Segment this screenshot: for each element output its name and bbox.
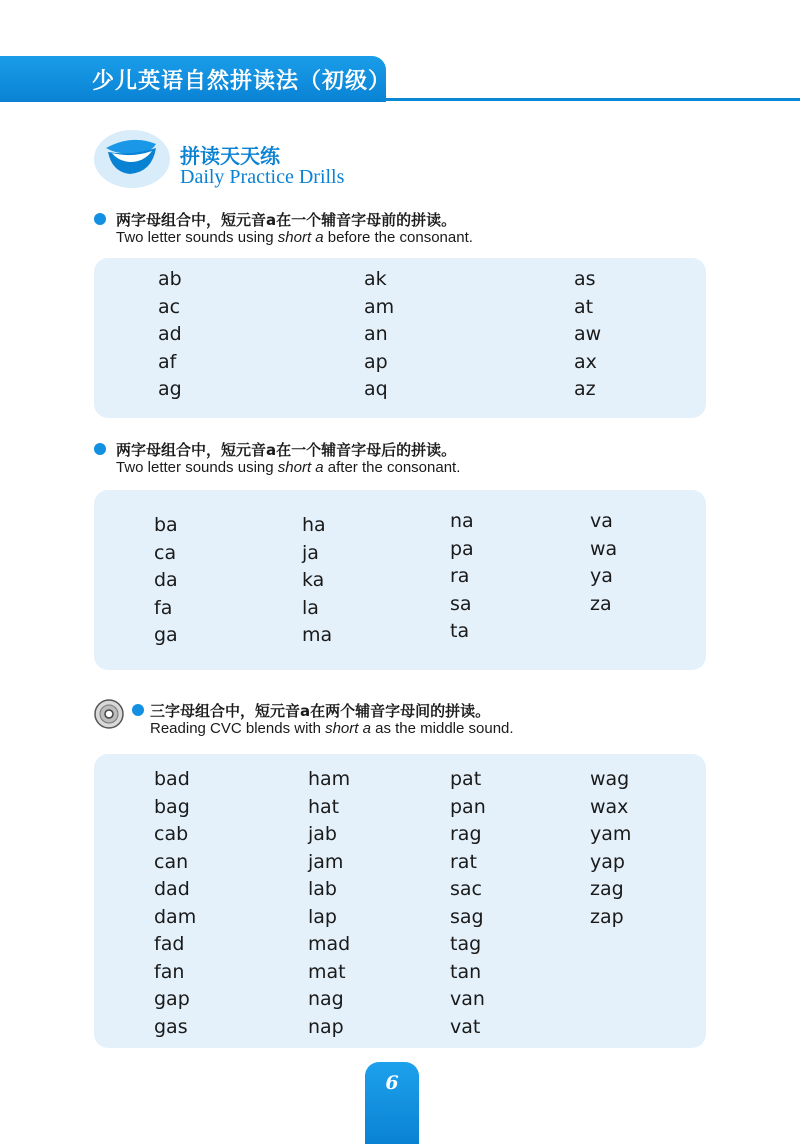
word-panel bbox=[94, 258, 706, 418]
word-item: wag bbox=[590, 768, 630, 790]
word-item: ap bbox=[364, 350, 388, 373]
instruction-cn: 两字母组合中，短元音a在一个辅音字母后的拼读。 bbox=[116, 441, 457, 459]
word-item: tag bbox=[450, 933, 482, 955]
word-item: an bbox=[364, 323, 388, 345]
section-title-en: Daily Practice Drills bbox=[180, 166, 345, 188]
word-item: fa bbox=[154, 596, 173, 619]
bullet-icon bbox=[132, 704, 144, 716]
word-panel bbox=[94, 490, 706, 670]
word-item: wax bbox=[590, 795, 629, 818]
word-item: as bbox=[574, 268, 596, 290]
word-item: aq bbox=[364, 378, 388, 400]
mouth-icon bbox=[92, 128, 172, 190]
word-item: ya bbox=[590, 565, 613, 587]
word-item: ba bbox=[154, 514, 178, 536]
word-item: ja bbox=[302, 541, 319, 564]
word-item: sac bbox=[450, 878, 482, 900]
word-item: gas bbox=[154, 1015, 188, 1038]
bullet-icon bbox=[94, 443, 106, 455]
word-item: lab bbox=[308, 878, 337, 900]
word-item: af bbox=[158, 350, 177, 373]
bullet-icon bbox=[94, 213, 106, 225]
word-item: ga bbox=[154, 624, 178, 646]
word-item: nap bbox=[308, 1015, 344, 1038]
word-item: dad bbox=[154, 878, 190, 900]
word-item: yam bbox=[590, 823, 632, 845]
word-item: ad bbox=[158, 323, 182, 345]
word-item: dam bbox=[154, 905, 197, 928]
instruction-cn: 两字母组合中，短元音a在一个辅音字母前的拼读。 bbox=[116, 211, 457, 229]
word-item: mat bbox=[308, 960, 346, 983]
word-item: jab bbox=[308, 823, 337, 845]
word-item: am bbox=[364, 295, 395, 318]
word-item: van bbox=[450, 988, 485, 1010]
word-item: cab bbox=[154, 823, 189, 845]
word-item: ham bbox=[308, 768, 351, 790]
word-item: zap bbox=[590, 905, 624, 928]
book-title: 少儿英语自然拼读法（初级） bbox=[92, 68, 392, 94]
word-item: can bbox=[154, 850, 189, 873]
word-item: sa bbox=[450, 592, 472, 615]
word-item: az bbox=[574, 378, 596, 400]
word-panel bbox=[94, 754, 706, 1048]
page-number: 6 bbox=[385, 1072, 399, 1094]
word-item: ak bbox=[364, 268, 387, 290]
instruction-en: Two letter sounds using short a before the consonant. bbox=[116, 229, 473, 246]
word-item: yap bbox=[590, 850, 625, 873]
word-item: ag bbox=[158, 378, 182, 400]
word-item: aw bbox=[574, 323, 602, 345]
word-item: bag bbox=[154, 795, 190, 818]
word-item: pat bbox=[450, 768, 482, 790]
word-item: tan bbox=[450, 960, 482, 983]
word-item: da bbox=[154, 569, 178, 591]
word-item: pa bbox=[450, 537, 474, 560]
word-item: sag bbox=[450, 905, 484, 928]
word-item: ab bbox=[158, 268, 182, 290]
word-item: at bbox=[574, 295, 594, 318]
word-item: na bbox=[450, 510, 474, 532]
word-item: nag bbox=[308, 988, 344, 1010]
word-item: ha bbox=[302, 514, 326, 536]
instruction-en: Reading CVC blends with short a as the middle sound. bbox=[150, 720, 514, 737]
word-item: ac bbox=[158, 295, 181, 318]
word-item: vat bbox=[450, 1015, 481, 1038]
header-rule bbox=[380, 98, 800, 101]
instruction-cn: 三字母组合中，短元音a在两个辅音字母间的拼读。 bbox=[150, 702, 491, 720]
word-item: ka bbox=[302, 569, 325, 591]
instruction-en: Two letter sounds using short a after the consonant. bbox=[116, 459, 461, 476]
word-item: ra bbox=[450, 565, 470, 587]
word-item: va bbox=[590, 510, 613, 532]
cd-icon[interactable] bbox=[94, 699, 124, 729]
word-item: rat bbox=[450, 850, 477, 873]
word-item: la bbox=[302, 596, 319, 619]
word-item: hat bbox=[308, 795, 340, 818]
word-item: ma bbox=[302, 624, 333, 646]
word-item: gap bbox=[154, 988, 190, 1010]
word-item: lap bbox=[308, 905, 337, 928]
word-item: za bbox=[590, 592, 612, 615]
word-item: bad bbox=[154, 768, 190, 790]
word-item: fad bbox=[154, 933, 185, 955]
word-item: pan bbox=[450, 795, 486, 818]
word-item: zag bbox=[590, 878, 624, 900]
word-item: ax bbox=[574, 350, 597, 373]
section-title-cn: 拼读天天练 bbox=[180, 144, 280, 168]
word-item: ta bbox=[450, 620, 470, 642]
word-item: fan bbox=[154, 960, 185, 983]
word-item: jam bbox=[308, 850, 344, 873]
word-item: ca bbox=[154, 541, 177, 564]
word-item: wa bbox=[590, 537, 618, 560]
word-item: mad bbox=[308, 933, 351, 955]
word-item: rag bbox=[450, 823, 482, 845]
